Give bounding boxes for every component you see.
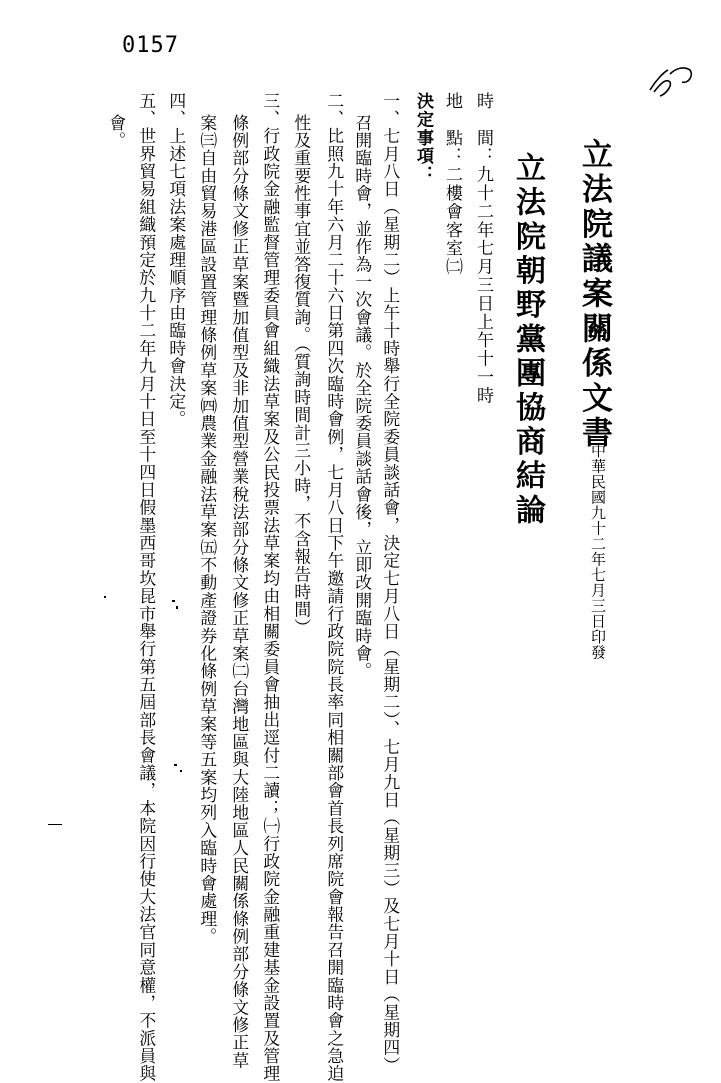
document-title: 立法院議案關係文書 xyxy=(576,138,612,452)
meeting-time: 時 間：九十二年七月三日上午十一時 xyxy=(473,92,493,405)
decision-item-3-line-2: 條例部分條文修正草案暨加值型及非加值型營業稅法部分條文修正草案㈡台灣地區與大陸地區人民關係條例部分條文修正草 xyxy=(229,114,250,1070)
margin-mark xyxy=(48,824,62,825)
scan-speck xyxy=(176,606,178,609)
decision-item-5-line-2: 會。 xyxy=(106,114,127,150)
meeting-place: 地 點：二樓會客室㈡ xyxy=(442,92,462,276)
decision-item-3-line-3: 案㈢自由貿易港區設置管理條例草案㈣農業金融法草案㈤不動產證券化條例草案等五案均列入臨時會處理。 xyxy=(197,114,218,946)
print-date-note: 中華民國九十二年七月三日印發 xyxy=(589,443,607,660)
scan-speck xyxy=(104,596,106,598)
decision-item-2-line-2: 性及重要性事宜並答復質詢。（質詢時間計三小時，不含報告時間） xyxy=(291,114,312,637)
decision-item-5-line-1: 五、世界貿易組織預定於九十二年九月十日至十四日假墨西哥坎昆市舉行第五屆部長會議，本院因行使大法官同意權，不派員與 xyxy=(136,92,157,1083)
page-number: 0157 xyxy=(122,33,179,58)
decision-item-1-line-1: 一、七月八日（星期二）上午十時舉行全院委員談話會，決定七月八日（星期二）、七月九日（星期三）及七月十日（星期四） xyxy=(380,92,401,1075)
decision-item-1-line-2: 召開臨時會，並作為一次會議。於全院委員談話會後，立即改開臨時會。 xyxy=(352,114,373,681)
scan-speck xyxy=(172,600,175,602)
decision-item-3-line-1: 三、行政院金融監督管理委員會組織法草案及公民投票法草案均由相關委員會抽出逕付二讀；㈠行政院金融重建基金設置及管理 xyxy=(260,92,281,1083)
scan-speck xyxy=(174,764,177,766)
handwritten-mark xyxy=(646,60,696,100)
decision-item-4-line-1: 四、上述七項法案處理順序由臨時會決定。 xyxy=(166,92,187,429)
scan-speck xyxy=(180,770,182,772)
decisions-heading: 決定事項： xyxy=(413,92,433,184)
decision-item-2-line-1: 二、比照九十年六月二十六日第四次臨時會例，七月八日下午邀請行政院院長率同相關部會首長列席院會報告召開臨時會之急迫 xyxy=(324,92,345,1083)
document-subtitle: 立法院朝野黨團協商結論 xyxy=(510,152,545,529)
